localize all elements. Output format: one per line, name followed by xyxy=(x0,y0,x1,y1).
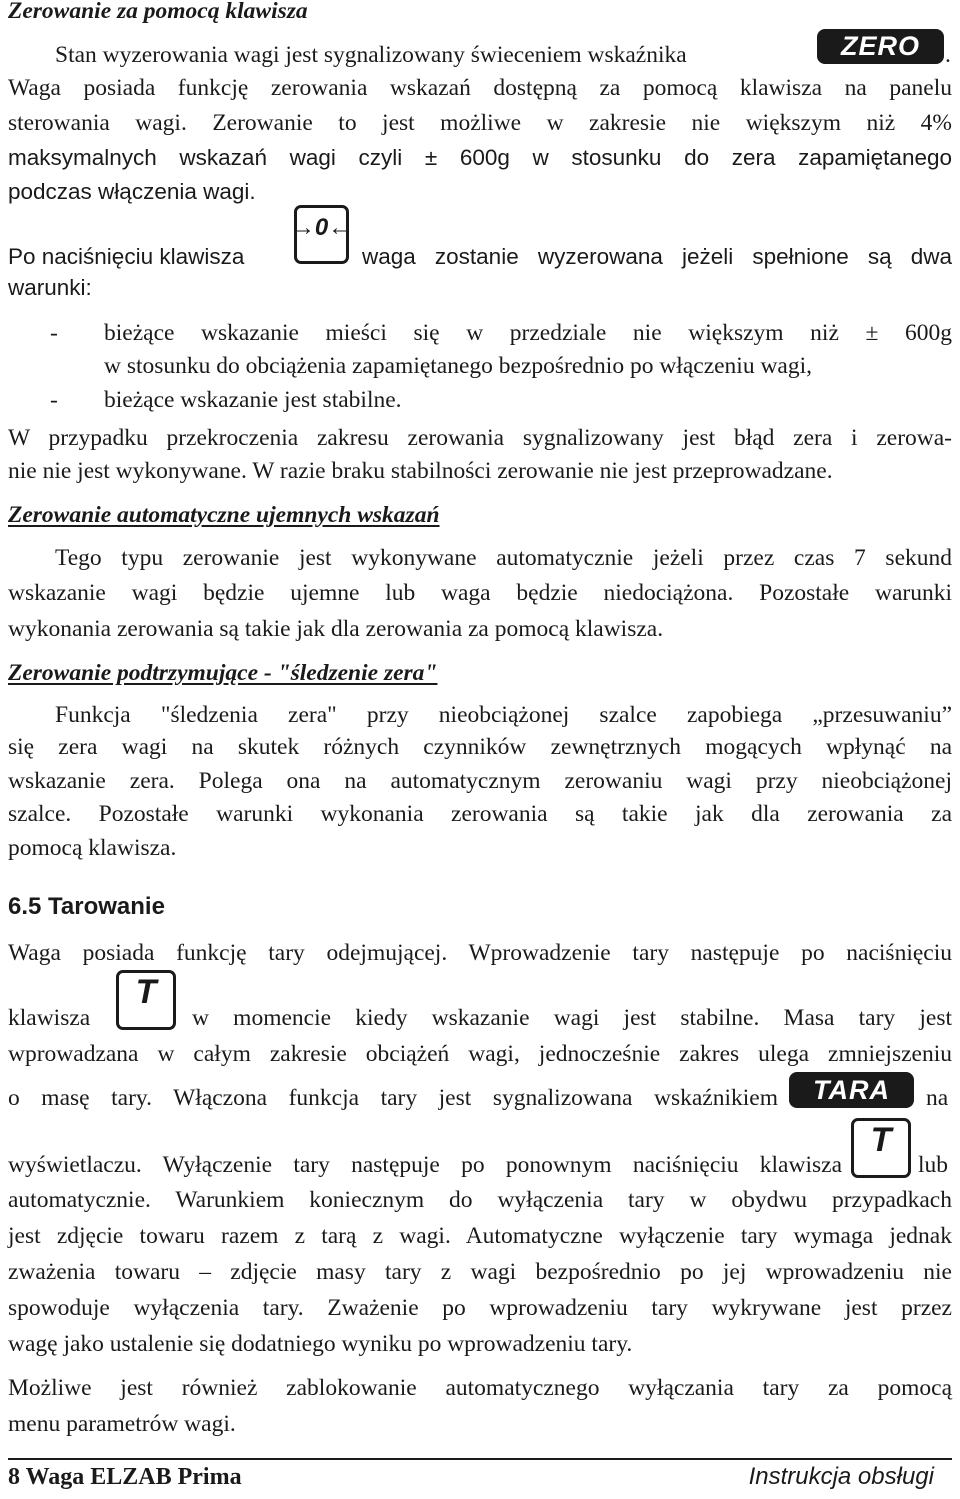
paragraph-line: Funkcja "śledzenia zera" przy nieobciążonej szalce zapobiega „przesuwaniu” xyxy=(55,702,952,728)
section-title-zero-tracking: Zerowanie podtrzymujące - "śledzenie zera" xyxy=(8,660,438,686)
paragraph-line: wagę jako ustalenie się dodatniego wyniku po wprowadzeniu tary. xyxy=(8,1331,633,1357)
paragraph-line: Waga posiada funkcję tary odejmującej. Wprowadzenie tary następuje po naciśnięciu xyxy=(8,940,952,966)
paragraph-line: Możliwe jest również zablokowanie automatycznego wyłączania tary za pomocą xyxy=(8,1375,952,1401)
paragraph-line: Waga posiada funkcję zerowania wskazań dostępną za pomocą klawisza na panelu xyxy=(8,75,952,101)
paragraph-line: wskazanie zera. Polega ona na automatycznym zerowaniu wagi przy nieobciążonej xyxy=(8,768,952,794)
paragraph-line: wykonania zerowania są takie jak dla zerowania za pomocą klawisza. xyxy=(8,616,664,642)
section-title-zero-key: Zerowanie za pomocą klawisza xyxy=(8,0,308,24)
paragraph-line: sterowania wagi. Zerowanie to jest możliwe w zakresie nie większym niż 4% xyxy=(8,110,952,136)
paragraph-line: szalce. Pozostałe warunki wykonania zerowania są takie jak dla zerowania za xyxy=(8,801,952,827)
paragraph-line: menu parametrów wagi. xyxy=(8,1411,236,1437)
paragraph-line: spowoduje wyłączenia tary. Zważenie po wprowadzeniu tary wykrywane jest przez xyxy=(8,1295,952,1321)
paragraph-line: w momencie kiedy wskazanie wagi jest stabilne. Masa tary jest xyxy=(192,1005,952,1031)
paragraph-line: zważenia towaru – zdjęcie masy tary z wagi bezpośrednio po jej wprowadzeniu nie xyxy=(8,1259,952,1285)
paragraph-line: automatycznie. Warunkiem koniecznym do wyłączenia tary w obydwu przypadkach xyxy=(8,1187,952,1213)
paragraph-line: podczas włączenia wagi. xyxy=(8,179,256,204)
paragraph-line: pomocą klawisza. xyxy=(8,835,177,861)
paragraph-line: W przypadku przekroczenia zakresu zerowania sygnalizowany jest błąd zera i zerowa- xyxy=(8,425,952,451)
paragraph-line: na xyxy=(926,1085,949,1111)
paragraph-line: waga zostanie wyzerowana jeżeli spełnione są dwa xyxy=(362,244,952,269)
paragraph-line: klawisza xyxy=(8,1005,91,1031)
paragraph-line: jest zdjęcie towaru razem z tarą z wagi. Automatyczne wyłączenie tary wymaga jednak xyxy=(8,1223,952,1249)
tare-key-icon: T xyxy=(851,1118,911,1178)
section-heading-taring: 6.5 Tarowanie xyxy=(8,893,165,920)
zero-key-icon: →0← xyxy=(294,205,349,264)
bullet-line: bieżące wskazanie mieści się w przedziale nie większym niż ± 600g xyxy=(104,320,952,346)
paragraph-line: maksymalnych wskazań wagi czyli ± 600g w stosunku do zera zapamiętanego xyxy=(8,145,952,170)
paragraph-line: o masę tary. Włączona funkcja tary jest sygnalizowana wskaźnikiem xyxy=(8,1085,778,1111)
tare-key-icon: T xyxy=(116,970,176,1030)
section-title-auto-zero: Zerowanie automatyczne ujemnych wskazań xyxy=(8,502,440,528)
paragraph-line: lub xyxy=(918,1152,949,1178)
paragraph-line: wprowadzana w całym zakresie obciążeń wagi, jednocześnie zakres ulega zmniejszeniu xyxy=(8,1041,952,1067)
bullet-line: bieżące wskazanie jest stabilne. xyxy=(104,387,402,413)
paragraph-line: warunki: xyxy=(8,275,92,300)
paragraph-line: Stan wyzerowania wagi jest sygnalizowany świeceniem wskaźnika xyxy=(55,42,687,68)
bullet-dash: - xyxy=(50,320,58,346)
bullet-line: w stosunku do obciążenia zapamiętanego bezpośrednio po włączeniu wagi, xyxy=(104,353,813,379)
paragraph-line: się zera wagi na skutek różnych czynników zewnętrznych mogących wpłynąć na xyxy=(8,734,952,760)
paragraph-line: . xyxy=(945,42,951,68)
zero-indicator-icon: ZERO xyxy=(817,29,944,64)
bullet-dash: - xyxy=(50,387,58,413)
footer-rule xyxy=(8,1458,952,1460)
paragraph-line: wyświetlaczu. Wyłączenie tary następuje po ponownym naciśnięciu klawisza xyxy=(8,1152,842,1178)
paragraph-line: Tego typu zerowanie jest wykonywane automatycznie jeżeli przez czas 7 sekund xyxy=(55,545,952,571)
paragraph-line: Po naciśnięciu klawisza xyxy=(8,244,245,269)
paragraph-line: wskazanie wagi będzie ujemne lub waga będzie niedociążona. Pozostałe warunki xyxy=(8,580,952,606)
tara-indicator-icon: TARA xyxy=(789,1072,914,1108)
footer-doc-title: Instrukcja obsługi xyxy=(748,1463,934,1490)
paragraph-line: nie nie jest wykonywane. W razie braku stabilności zerowanie nie jest przeprowadzane. xyxy=(8,458,833,484)
footer-page-label: 8 Waga ELZAB Prima xyxy=(8,1464,242,1490)
